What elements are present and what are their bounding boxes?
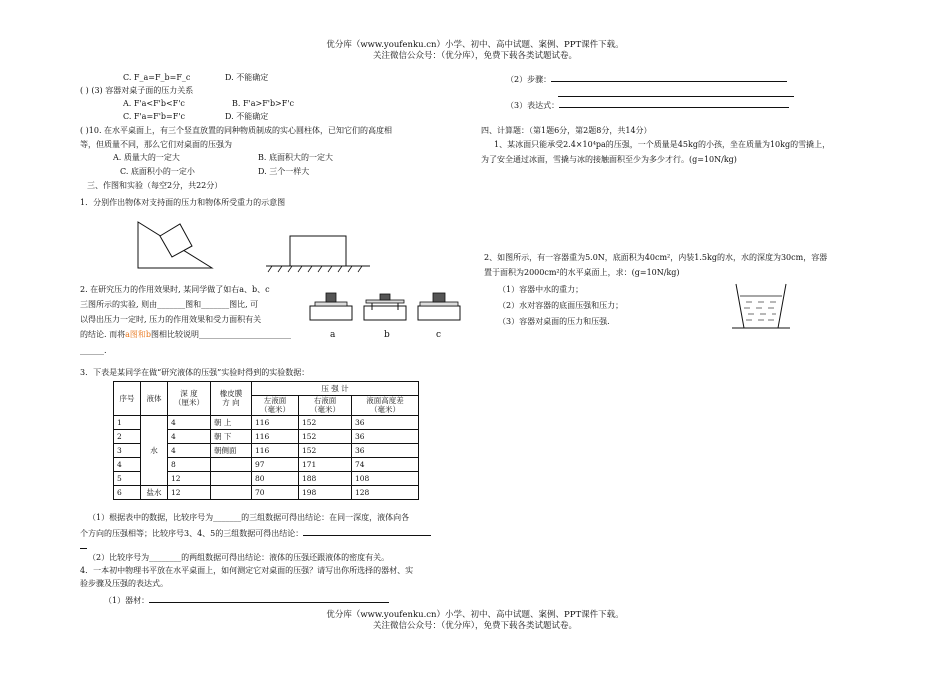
cell-film (211, 471, 252, 485)
q9-option-d: D. 不能确定 (225, 73, 269, 82)
q9-part3-option-a: A. F'a<F'b<F'c (123, 99, 185, 108)
cell-diff: 128 (352, 485, 419, 499)
answer-blank-dash (80, 540, 87, 552)
calc-1-line-1: 1、某冰面只能承受2.4×10⁴pa的压强，一个质量是45kg的小孩，坐在质量为10kg的雪撬上， (494, 140, 831, 149)
problem-4-materials (104, 594, 389, 606)
table-row (114, 415, 419, 429)
cell-diff: 108 (352, 471, 419, 485)
figure-label-c: c (436, 330, 442, 340)
problem-3-part-2: （2）比较序号为________的两组数据可得出结论：液体的压强还跟液体的密度有关。 (88, 553, 390, 562)
figure-label-b: b (384, 330, 390, 340)
header-left-1: 左液面 (263, 396, 287, 405)
q10-option-c: C. 底面积小的一定小 (120, 167, 195, 176)
cell-depth: 4 (168, 415, 211, 429)
cell-right: 171 (299, 457, 352, 471)
problem-3-part-1-cont (80, 527, 431, 539)
header-diff-2: （毫米） (370, 405, 400, 415)
header-liquid: 液体 (141, 382, 168, 416)
problem-2-line-1: 2. 在研究压力的作用效果时, 某同学做了如右a、b、c (80, 285, 270, 294)
cell-film (211, 457, 252, 471)
q10-question-cont: 等，但质量不同，那么它们对桌面的压强为 (80, 140, 232, 149)
header-right-level (299, 396, 352, 416)
problem-4-steps (506, 73, 787, 85)
answer-blank (303, 527, 431, 536)
cell-depth: 8 (168, 457, 211, 471)
header-depth (168, 382, 211, 416)
header-depth-2: （厘米） (174, 398, 204, 408)
cell-film: 朝 上 (211, 415, 252, 429)
problem-3-part-1-text: 个方向的压强相等；比较序号3、4、5的三组数据可得出结论： (80, 529, 304, 538)
section-4-title: 四、计算题：（第1题6分，第2题8分，共14分） (481, 126, 652, 135)
calc-1-line-2: 为了安全通过冰面，雪撬与冰的接触面积至少为多少才行。(g=10N/kg) (481, 155, 737, 164)
cell-seq: 6 (114, 485, 141, 499)
table-row (114, 485, 419, 499)
header-right-1: 右液面 (313, 396, 337, 405)
header-film-1: 橡皮膜 (219, 389, 243, 398)
problem-4-expression (506, 99, 789, 111)
header-right-2: （毫米） (310, 405, 340, 415)
cell-water: 水 (141, 415, 168, 485)
problem-4-materials-label: （1）器材： (104, 596, 150, 605)
cell-left: 80 (252, 471, 299, 485)
block-on-ground-figure (264, 232, 374, 276)
header-film-2: 方 向 (222, 398, 240, 408)
figure-label-a: a (330, 330, 336, 340)
problem-3: 3．下表是某同学在做“研究液体的压强”实验时得到的实验数据： (80, 368, 310, 377)
answer-blank (149, 594, 389, 603)
cell-diff: 36 (352, 429, 419, 443)
cell-left: 97 (252, 457, 299, 471)
problem-2-highlight: a图和b (125, 330, 151, 339)
cell-depth: 4 (168, 429, 211, 443)
header-seq: 序号 (114, 382, 141, 416)
section-3-title: 三、作图和实验（每空2分，共22分） (87, 181, 223, 190)
header-depth-1: 深 度 (180, 389, 198, 398)
incline-figure (136, 218, 216, 272)
problem-3-part-1: （1）根据表中的数据，比较序号为_______的三组数据可得出结论：在同一深度，液体向各 (88, 513, 410, 522)
cell-depth: 4 (168, 443, 211, 457)
q9-part3-option-d: D. 不能确定 (225, 112, 269, 121)
cell-diff: 74 (352, 457, 419, 471)
problem-4-line-2: 验步骤及压强的表达式。 (80, 579, 168, 588)
cell-left: 116 (252, 415, 299, 429)
q10-option-b: B. 底面积大的一定大 (258, 153, 333, 162)
cell-seq: 3 (114, 443, 141, 457)
problem-2-text-c: 图相比较说明_______________________ (150, 330, 291, 339)
cell-depth: 12 (168, 485, 211, 499)
cell-film: 朝侧面 (211, 443, 252, 457)
q9-option-c: C. F_a=F_b=F_c (123, 73, 191, 82)
answer-blank (80, 540, 87, 549)
cell-left: 116 (252, 443, 299, 457)
cell-seq: 1 (114, 415, 141, 429)
q9-part3-option-c: C. F'a=F'b=F'c (123, 112, 185, 121)
cell-right: 152 (299, 429, 352, 443)
q9-part3-option-b: B. F'a>F'b>F'c (232, 99, 294, 108)
cell-depth: 12 (168, 471, 211, 485)
problem-2-line-3: 以得出压力一定时, 压力的作用效果和受力面积有关 (80, 315, 262, 324)
header-diff-1: 液面高度差 (366, 396, 404, 405)
calc-2-part-3: （3）容器对桌面的压力和压强. (498, 317, 610, 326)
cell-right: 152 (299, 443, 352, 457)
cell-seq: 5 (114, 471, 141, 485)
header-level-diff (352, 396, 419, 416)
answer-blank (559, 99, 789, 108)
header-left-2: （毫米） (260, 405, 290, 415)
cell-right: 152 (299, 415, 352, 429)
cell-brine: 盐水 (141, 485, 168, 499)
answer-blank (551, 73, 787, 82)
q10-option-a: A. 质量大的一定大 (113, 153, 180, 162)
q10-option-d: D. 三个一样大 (258, 167, 310, 176)
cell-diff: 36 (352, 415, 419, 429)
footer-line-1: 优分库（www.youfenku.cn）小学、初中、高中试题、案例、PPT课件下载。 (326, 610, 624, 620)
header-pressure-gauge: 压 强 计 (252, 382, 419, 396)
problem-1: 1．分别作出物体对支持面的压力和物体所受重力的示意图 (80, 198, 286, 207)
cell-seq: 4 (114, 457, 141, 471)
problem-4-expression-label: （3）表达式： (506, 101, 560, 110)
calc-2-line-1: 2、如图所示，有一容器重为5.0N，底面积为40cm²，内装1.5kg的水，水的深度为30cm，容器 (484, 253, 828, 262)
answer-blank (558, 88, 794, 97)
cell-right: 198 (299, 485, 352, 499)
footer-line-2: 关注微信公众号：（优分库），免费下载各类试题试卷。 (372, 621, 577, 631)
calc-2-part-1: （1）容器中水的重力； (498, 285, 584, 294)
header-left-level (252, 396, 299, 416)
sponge-experiment-figure (306, 290, 466, 328)
header-film (211, 382, 252, 416)
cell-right: 188 (299, 471, 352, 485)
problem-4-line-1: 4．一本初中物理书平放在水平桌面上，如何测定它对桌面的压强？请写出你所选择的器材、实 (80, 566, 414, 575)
calc-2-part-2: （2）水对容器的底面压强和压力； (498, 301, 624, 310)
cell-seq: 2 (114, 429, 141, 443)
problem-2-line-2: 三图所示的实验, 则由_______图和_______图比, 可 (80, 300, 259, 309)
liquid-pressure-table (113, 381, 419, 500)
problem-2-line-4 (80, 330, 291, 340)
container-figure (732, 280, 792, 338)
header-line-2: 关注微信公众号：（优分库），免费下载各类试题试卷。 (372, 51, 577, 61)
cell-film: 朝 下 (211, 429, 252, 443)
q10-question: ( )10. 在水平桌面上，有三个竖直放置的同种物质制成的实心圆柱体，已知它们的高度相 (80, 126, 393, 135)
cell-left: 70 (252, 485, 299, 499)
cell-left: 116 (252, 429, 299, 443)
problem-2-text-a: 的结论. 而将 (80, 330, 126, 339)
cell-diff: 36 (352, 443, 419, 457)
cell-film (211, 485, 252, 499)
problem-2-line-5: ______. (80, 346, 107, 355)
calc-2-line-2: 置于面积为2000cm²的水平桌面上，求：(g=10N/kg) (484, 268, 680, 277)
header-line-1: 优分库（www.youfenku.cn）小学、初中、高中试题、案例、PPT课件下载。 (326, 40, 624, 50)
problem-4-steps-label: （2）步骤： (506, 75, 552, 84)
q9-part3-question: ( ) (3) 容器对桌子面的压力关系 (80, 86, 194, 95)
